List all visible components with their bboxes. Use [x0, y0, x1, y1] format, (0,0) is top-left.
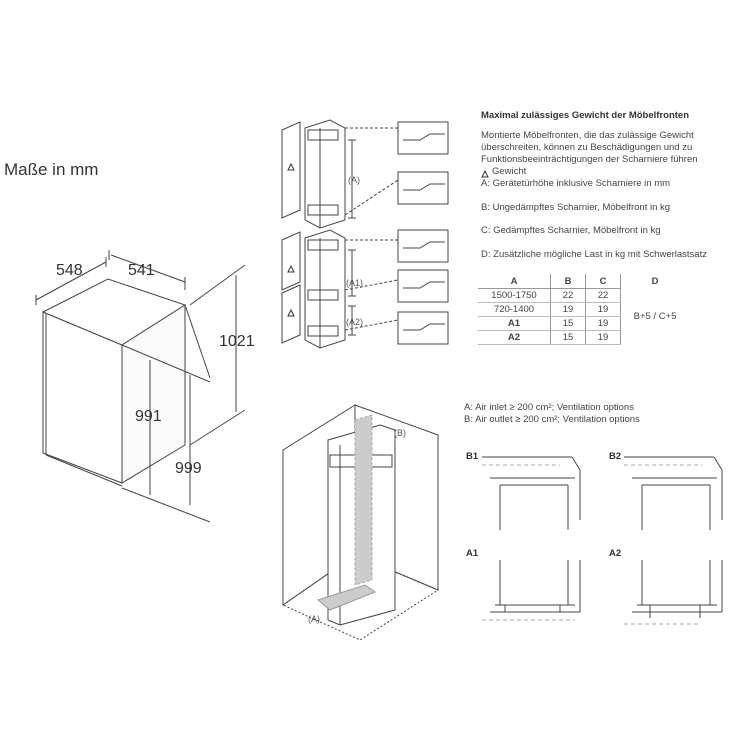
table-cell: 19 — [586, 317, 621, 331]
dimension-height-inner: 991 — [135, 408, 162, 425]
dimension-width: 541 — [128, 262, 155, 279]
ventilation-panel-b2 — [624, 457, 722, 530]
table-cell: A1 — [478, 317, 551, 331]
table-cell: 19 — [586, 303, 621, 317]
ventilation-panel-b1 — [482, 457, 580, 530]
ventilation-outlet-text: B: Air outlet ≥ 200 cm²; Ventilation options — [464, 414, 640, 425]
legend-weight: Gewicht — [492, 166, 527, 177]
page-title: Maße in mm — [4, 160, 99, 179]
panel-label-b2: B2 — [609, 451, 622, 462]
table-header: D — [651, 275, 659, 287]
legend-c: C: Gedämpftes Scharnier, Möbelfront in kg — [481, 225, 661, 236]
table-cell: 22 — [586, 289, 621, 303]
hinge-diagram-double — [282, 230, 448, 348]
dimension-depth: 548 — [56, 262, 83, 279]
hinge-diagram-single — [282, 120, 448, 228]
airflow-diagram — [283, 405, 438, 640]
ventilation-panel-a1 — [482, 560, 580, 620]
airflow-inlet-label: (A) — [308, 614, 320, 624]
legend-a: A: Gerätetürhöhe inklusive Scharniere in mm — [481, 178, 671, 189]
appliance-outline — [43, 279, 185, 486]
table-cell: 19 — [551, 303, 586, 317]
panel-label-a1: A1 — [466, 548, 479, 559]
ventilation-inlet-text: A: Air inlet ≥ 200 cm²; Ventilation options — [464, 402, 634, 413]
table-cell: 15 — [551, 331, 586, 345]
dimension-height-niche: 999 — [175, 460, 202, 477]
table-cell: 1500-1750 — [478, 289, 551, 303]
table-cell: 15 — [551, 317, 586, 331]
weight-description-line: überschreiten, können zu Beschädigungen und zu — [481, 142, 693, 153]
legend-d: D: Zusätzliche mögliche Last in kg mit Schwerlastsatz — [481, 249, 707, 260]
weight-table — [478, 274, 689, 345]
dimension-height-total: 1021 — [219, 333, 255, 350]
hinge-label-a2: (A2) — [346, 317, 364, 327]
table-cell: 22 — [551, 289, 586, 303]
table-cell: A2 — [478, 331, 551, 345]
hinge-label-a: (A) — [348, 175, 360, 185]
table-header-row — [478, 274, 689, 289]
table-cell: 720-1400 — [478, 303, 551, 317]
hinge-label-a1: (A1) — [346, 278, 364, 288]
table-cell: 19 — [586, 331, 621, 345]
table-row — [478, 289, 689, 303]
weight-description-line: Montierte Möbelfronten, die das zulässige Gewicht — [481, 130, 694, 141]
table-cell-d: B+5 / C+5 — [633, 311, 677, 322]
ventilation-panel-a2 — [624, 560, 722, 624]
table-header: A — [478, 274, 551, 289]
table-header: C — [586, 274, 621, 289]
airflow-outlet-label: (B) — [394, 428, 406, 438]
panel-label-b1: B1 — [466, 451, 479, 462]
legend-b: B: Ungedämpftes Scharnier, Möbelfront in kg — [481, 202, 671, 213]
table-header: B — [551, 274, 586, 289]
panel-label-a2: A2 — [609, 548, 622, 559]
weight-description-line: Funktionsbeeinträchtigungen der Scharniere führen — [481, 154, 698, 165]
weight-info-title: Maximal zulässiges Gewicht der Möbelfronten — [481, 110, 689, 121]
